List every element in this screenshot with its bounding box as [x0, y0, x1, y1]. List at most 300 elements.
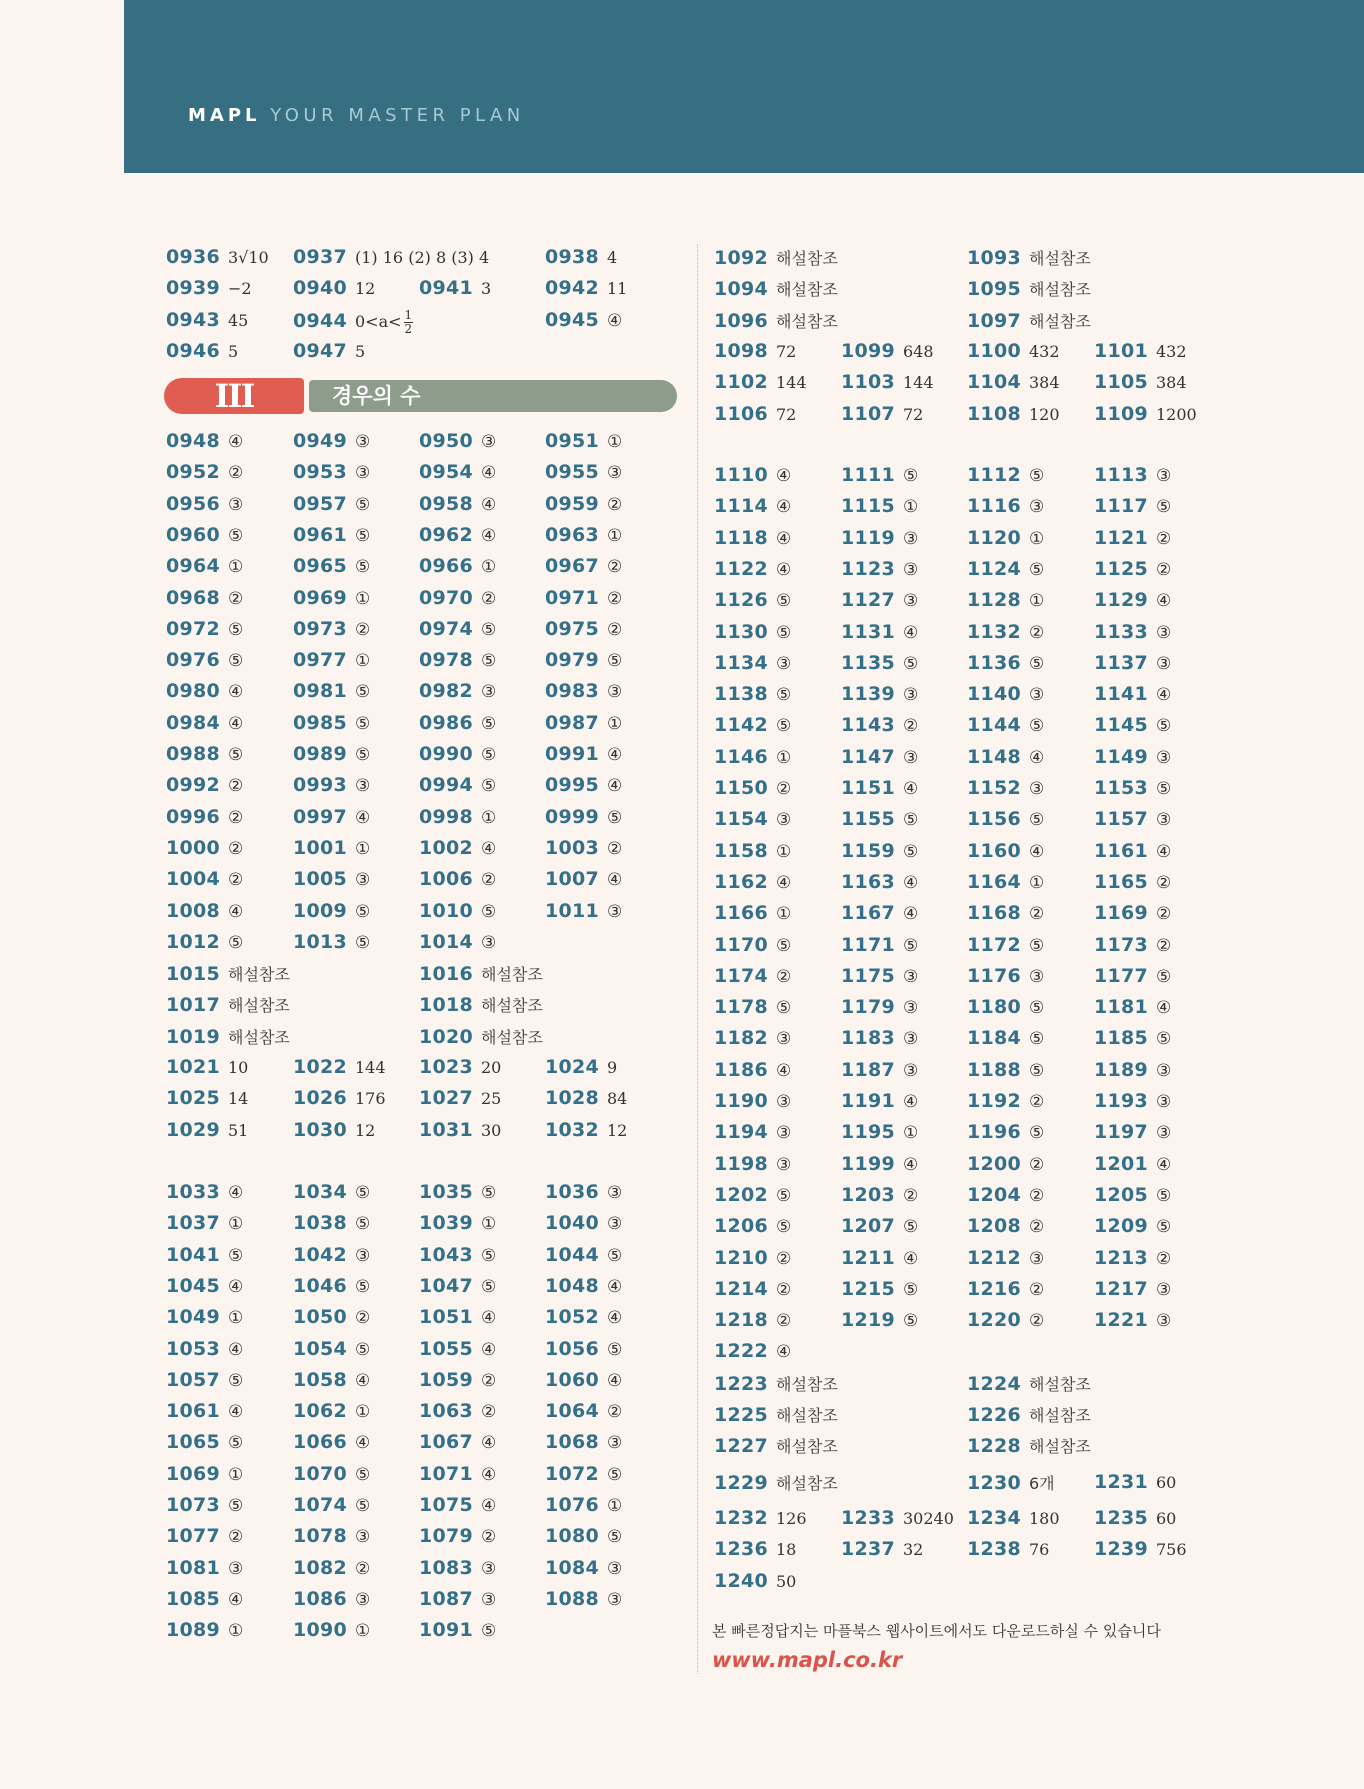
- answer-entry: [714, 1215, 791, 1237]
- problem-number: 1209: [1094, 1215, 1149, 1238]
- answer-value: ①: [776, 904, 792, 925]
- brand-logo: [188, 105, 525, 126]
- website-link[interactable]: www.mapl.co.kr: [712, 1648, 903, 1672]
- answer-entry: [166, 309, 248, 331]
- problem-number: 1178: [714, 996, 769, 1019]
- answer-entry: [967, 1372, 1091, 1395]
- problem-number: 1115: [841, 495, 896, 518]
- answer-value: 51: [228, 1120, 249, 1140]
- problem-number: 1090: [293, 1619, 348, 1642]
- answer-entry: [1094, 1278, 1171, 1300]
- answer-entry: [166, 680, 243, 702]
- answer-entry: [293, 774, 370, 796]
- answer-value: ⑤: [355, 682, 371, 703]
- problem-number: 0946: [166, 339, 221, 362]
- problem-number: 1216: [967, 1277, 1022, 1300]
- problem-number: 1230: [967, 1471, 1022, 1494]
- answer-value: ③: [481, 1558, 497, 1579]
- answer-value: ③: [481, 932, 497, 953]
- answer-value: ③: [903, 998, 919, 1019]
- answer-value: 25: [481, 1089, 502, 1109]
- answer-entry: [545, 430, 622, 452]
- answer-entry: [1094, 1215, 1171, 1237]
- answer-entry: [1094, 1027, 1171, 1049]
- problem-number: 0983: [545, 680, 600, 703]
- answer-value: ④: [228, 901, 244, 922]
- answer-entry: [419, 1181, 496, 1203]
- problem-number: 0980: [166, 680, 221, 703]
- answer-value: 30240: [903, 1508, 954, 1528]
- answer-entry: [545, 1431, 622, 1453]
- answer-value: ⑤: [1156, 779, 1172, 799]
- answer-value: 176: [355, 1089, 386, 1109]
- problem-number: 1213: [1094, 1246, 1149, 1269]
- answer-value: ④: [228, 713, 244, 734]
- answer-entry: [714, 558, 791, 580]
- answer-value: ⑤: [1029, 716, 1045, 737]
- answer-entry: [166, 1525, 243, 1547]
- answer-value: 해설참조: [1029, 1406, 1091, 1425]
- problem-number: 1148: [967, 745, 1022, 768]
- answer-entry: [293, 277, 375, 299]
- answer-value: ②: [481, 1527, 497, 1548]
- answer-entry: [293, 587, 370, 609]
- answer-value: ④: [607, 1308, 623, 1329]
- problem-number: 0941: [419, 277, 474, 300]
- answer-value: ③: [1156, 1060, 1172, 1081]
- answer-value: ⑤: [355, 1183, 371, 1203]
- answer-value: ③: [1156, 466, 1172, 486]
- problem-number: 1003: [545, 836, 600, 859]
- answer-value: ②: [1029, 1185, 1045, 1206]
- problem-number: 0957: [293, 492, 348, 515]
- answer-entry: [841, 871, 918, 893]
- answer-entry: [545, 1119, 627, 1141]
- answer-value: 180: [1029, 1508, 1060, 1528]
- problem-number: 1012: [166, 930, 221, 953]
- answer-entry: [1094, 1309, 1171, 1331]
- problem-number: 1200: [967, 1152, 1022, 1175]
- problem-number: 1191: [841, 1090, 896, 1112]
- answer-value: ②: [607, 557, 623, 578]
- answer-entry: [166, 1431, 243, 1453]
- answer-entry: [967, 1278, 1044, 1300]
- problem-number: 1189: [1094, 1058, 1149, 1081]
- problem-number: 1151: [841, 777, 896, 799]
- answer-value: ③: [903, 591, 919, 612]
- answer-value: ④: [903, 779, 919, 799]
- answer-value: ③: [776, 1154, 792, 1175]
- answer-entry: [293, 1275, 370, 1297]
- problem-number: 1027: [419, 1087, 474, 1110]
- problem-number: 1137: [1094, 651, 1149, 674]
- answer-entry: [419, 806, 496, 828]
- answer-value: ④: [481, 1464, 497, 1485]
- answer-entry: [841, 808, 918, 830]
- answer-entry: [419, 962, 543, 985]
- answer-value: 72: [776, 341, 797, 361]
- answer-value: ⑤: [1156, 716, 1172, 737]
- answer-value: ②: [355, 1308, 371, 1329]
- problem-number: 1033: [166, 1181, 221, 1203]
- problem-number: 1240: [714, 1569, 769, 1592]
- answer-entry: [967, 871, 1044, 893]
- answer-value: ②: [228, 870, 244, 891]
- answer-value: ①: [481, 807, 497, 828]
- answer-entry: [714, 1027, 791, 1049]
- answer-value: 32: [903, 1540, 924, 1560]
- answer-entry: [166, 931, 243, 953]
- problem-number: 1007: [545, 868, 600, 891]
- column-divider: [697, 244, 698, 1674]
- problem-number: 1107: [841, 402, 896, 425]
- problem-number: 0966: [419, 555, 474, 578]
- problem-number: 1032: [545, 1118, 600, 1141]
- answer-value: ⑤: [1156, 966, 1172, 987]
- answer-entry: [293, 1119, 375, 1141]
- problem-number: 1231: [1094, 1470, 1149, 1493]
- answer-value: ④: [1029, 841, 1045, 862]
- answer-entry: [1094, 1090, 1171, 1112]
- problem-number: 0970: [419, 586, 474, 609]
- answer-value: ②: [1029, 1217, 1045, 1238]
- answer-value: ②: [1029, 1279, 1045, 1300]
- problem-number: 1150: [714, 777, 769, 799]
- answer-value: ①: [776, 747, 792, 768]
- answer-entry: [1094, 965, 1171, 987]
- answer-value: 72: [776, 404, 797, 424]
- answer-entry: [841, 1278, 918, 1300]
- answer-value: 72: [903, 404, 924, 424]
- problem-number: 1204: [967, 1183, 1022, 1206]
- answer-entry: [293, 743, 370, 765]
- answer-value: ②: [776, 966, 792, 987]
- answer-entry: [1094, 527, 1171, 549]
- answer-entry: [419, 430, 496, 452]
- answer-entry: [714, 1403, 838, 1426]
- problem-number: 1212: [967, 1246, 1022, 1269]
- brand-name: MAPL: [188, 105, 261, 126]
- answer-entry: [1094, 1538, 1187, 1560]
- answer-value: ③: [903, 1060, 919, 1081]
- answer-value: 45: [228, 310, 249, 330]
- answer-value: ①: [607, 525, 623, 546]
- answer-value: ⑤: [481, 745, 497, 765]
- answer-value: ⑤: [1156, 1185, 1172, 1206]
- answer-entry: [967, 1247, 1044, 1269]
- problem-number: 1045: [166, 1274, 221, 1297]
- problem-number: 1126: [714, 589, 769, 612]
- answer-entry: [1094, 1153, 1171, 1175]
- answer-entry: [545, 1056, 617, 1078]
- answer-entry: [967, 1059, 1044, 1081]
- answer-value: ⑤: [776, 685, 792, 706]
- problem-number: 0972: [166, 617, 221, 640]
- problem-number: 1000: [166, 836, 221, 859]
- problem-number: 0973: [293, 617, 348, 640]
- problem-number: 0998: [419, 805, 474, 828]
- answer-entry: [166, 993, 290, 1016]
- answer-value: ②: [776, 1279, 792, 1300]
- problem-number: 0975: [545, 617, 600, 640]
- answer-value: ②: [776, 1311, 792, 1332]
- answer-entry: [166, 1400, 243, 1422]
- problem-number: 1165: [1094, 870, 1149, 893]
- answer-entry: [293, 837, 370, 859]
- answer-value: 144: [355, 1058, 386, 1077]
- answer-value: ⑤: [355, 1276, 371, 1297]
- answer-entry: [1094, 652, 1171, 674]
- problem-number: 1057: [166, 1368, 221, 1391]
- problem-number: 1188: [967, 1058, 1022, 1081]
- answer-value: ⑤: [1029, 935, 1045, 956]
- problem-number: 0959: [545, 492, 600, 515]
- answer-value: 14: [228, 1089, 249, 1109]
- answer-value: ③: [903, 966, 919, 987]
- answer-value: ⑤: [228, 651, 244, 672]
- problem-number: 1238: [967, 1538, 1022, 1561]
- answer-entry: [967, 1507, 1060, 1529]
- problem-number: 1164: [967, 870, 1022, 893]
- problem-number: 0986: [419, 711, 474, 734]
- answer-value: ①: [228, 1621, 244, 1642]
- answer-entry: [545, 1369, 622, 1391]
- problem-number: 1194: [714, 1121, 769, 1144]
- answer-entry: [293, 246, 489, 268]
- answer-value: ⑤: [607, 1527, 623, 1548]
- answer-entry: [967, 902, 1044, 924]
- answer-value: ③: [1156, 1279, 1172, 1300]
- answer-entry: [166, 1087, 248, 1109]
- answer-entry: [419, 649, 496, 671]
- problem-number: 1043: [419, 1243, 474, 1266]
- problem-number: 0997: [293, 805, 348, 828]
- problem-number: 0963: [545, 523, 600, 546]
- problem-number: 1019: [166, 1025, 221, 1048]
- answer-entry: [545, 246, 617, 268]
- answer-value: ②: [481, 1402, 497, 1423]
- problem-number: 1016: [419, 963, 474, 986]
- answer-entry: [166, 1306, 243, 1328]
- problem-number: 0981: [293, 680, 348, 703]
- problem-number: 1205: [1094, 1183, 1149, 1206]
- answer-entry: [545, 309, 622, 331]
- answer-entry: [419, 1119, 501, 1141]
- answer-entry: [293, 931, 370, 953]
- answer-value: ①: [355, 838, 371, 859]
- answer-value: ②: [1156, 528, 1172, 549]
- answer-entry: [166, 900, 243, 922]
- answer-value: ②: [1156, 904, 1172, 925]
- answer-value: ③: [1156, 1123, 1172, 1144]
- problem-number: 1028: [545, 1087, 600, 1110]
- answer-entry: [293, 309, 413, 336]
- problem-number: 1044: [545, 1243, 600, 1266]
- problem-number: 1112: [967, 464, 1022, 486]
- answer-value: ③: [1029, 966, 1045, 987]
- answer-entry: [967, 652, 1044, 674]
- problem-number: 1225: [714, 1404, 769, 1426]
- answer-entry: [293, 1525, 370, 1547]
- answer-entry: [714, 902, 791, 924]
- answer-value: ②: [1156, 935, 1172, 956]
- problem-number: 1029: [166, 1118, 221, 1141]
- problem-number: 1041: [166, 1243, 221, 1266]
- answer-value: ②: [1029, 1092, 1045, 1112]
- problem-number: 0937: [293, 246, 348, 268]
- answer-entry: [419, 1087, 501, 1109]
- answer-value: ⑤: [228, 932, 244, 953]
- answer-value: ⑤: [228, 745, 244, 765]
- problem-number: 1183: [841, 1027, 896, 1050]
- answer-entry: [841, 1059, 918, 1081]
- problem-number: 0979: [545, 649, 600, 672]
- answer-entry: [545, 1306, 622, 1328]
- answer-entry: [1094, 340, 1187, 362]
- problem-number: 1076: [545, 1494, 600, 1516]
- problem-number: 1058: [293, 1368, 348, 1391]
- answer-entry: [714, 403, 796, 425]
- answer-entry: [545, 524, 622, 546]
- answer-value: ④: [776, 1342, 792, 1363]
- answer-entry: [714, 277, 838, 300]
- answer-value: ④: [228, 1183, 244, 1203]
- answer-value: ④: [607, 745, 623, 765]
- answer-entry: [714, 495, 791, 517]
- answer-value: 해설참조: [1029, 280, 1091, 300]
- answer-entry: [545, 743, 622, 765]
- problem-number: 1069: [166, 1462, 221, 1485]
- answer-value: ①: [228, 557, 244, 578]
- answer-entry: [166, 774, 243, 796]
- problem-number: 1110: [714, 464, 769, 486]
- answer-value: ④: [776, 559, 792, 580]
- problem-number: 1095: [967, 278, 1022, 301]
- answer-value: ③: [1029, 779, 1045, 799]
- problem-number: 0950: [419, 430, 474, 452]
- answer-value: ⑤: [607, 807, 623, 828]
- problem-number: 1109: [1094, 402, 1149, 425]
- problem-number: 1013: [293, 930, 348, 953]
- problem-number: 1179: [841, 996, 896, 1019]
- answer-entry: [841, 1215, 918, 1237]
- answer-value: 해설참조: [1029, 1374, 1091, 1394]
- problem-number: 1100: [967, 339, 1022, 362]
- problem-number: 1172: [967, 933, 1022, 956]
- problem-number: 1235: [1094, 1506, 1149, 1529]
- answer-entry: [714, 1059, 791, 1081]
- answer-value: ⑤: [1156, 1217, 1172, 1238]
- problem-number: 1232: [714, 1506, 769, 1529]
- answer-value: ③: [1029, 1248, 1045, 1269]
- answer-entry: [841, 1507, 954, 1529]
- answer-entry: [1094, 996, 1171, 1018]
- answer-entry: [1094, 902, 1171, 924]
- problem-number: 1074: [293, 1494, 348, 1516]
- problem-number: 1131: [841, 620, 896, 643]
- problem-number: 1008: [166, 899, 221, 922]
- answer-entry: [166, 1181, 243, 1203]
- answer-entry: [166, 246, 269, 268]
- answer-value: ②: [1029, 1311, 1045, 1332]
- problem-number: 1157: [1094, 808, 1149, 831]
- answer-entry: [967, 1309, 1044, 1331]
- problem-number: 1138: [714, 683, 769, 706]
- answer-entry: [714, 808, 791, 830]
- answer-entry: [967, 403, 1060, 425]
- answer-value: ④: [481, 494, 497, 515]
- answer-entry: [1094, 840, 1171, 862]
- answer-entry: [967, 1027, 1044, 1049]
- answer-value: ④: [355, 1370, 371, 1391]
- answer-value: 5: [228, 341, 239, 361]
- problem-number: 0942: [545, 277, 600, 300]
- answer-entry: [166, 618, 243, 640]
- answer-value: ⑤: [1156, 497, 1172, 518]
- answer-value: ①: [228, 1464, 244, 1485]
- problem-number: 0991: [545, 743, 600, 765]
- answer-entry: [419, 1463, 496, 1485]
- problem-number: 1156: [967, 808, 1022, 831]
- answer-value: 해설참조: [228, 996, 290, 1016]
- answer-entry: [967, 1184, 1044, 1206]
- problem-number: 1155: [841, 808, 896, 831]
- problem-number: 1075: [419, 1494, 474, 1516]
- answer-entry: [967, 683, 1044, 705]
- answer-entry: [293, 1212, 370, 1234]
- problem-number: 1218: [714, 1309, 769, 1332]
- answer-entry: [714, 1570, 796, 1592]
- problem-number: 1081: [166, 1556, 221, 1579]
- answer-value: ⑤: [776, 716, 792, 737]
- answer-entry: [293, 1056, 386, 1078]
- problem-number: 1070: [293, 1462, 348, 1485]
- answer-entry: [419, 461, 496, 483]
- answer-value: ⑤: [481, 619, 497, 640]
- answer-entry: [166, 1244, 243, 1266]
- answer-value: ③: [776, 653, 792, 674]
- answer-value: ④: [776, 528, 792, 549]
- answer-entry: [841, 683, 918, 705]
- answer-value: ③: [1156, 653, 1172, 674]
- answer-value: 12: [355, 1120, 376, 1140]
- answer-value: ③: [228, 494, 244, 515]
- answer-entry: [967, 1153, 1044, 1175]
- problem-number: 1123: [841, 557, 896, 580]
- answer-value: ④: [1156, 1154, 1172, 1175]
- answer-entry: [841, 1184, 918, 1206]
- answer-entry: [967, 965, 1044, 987]
- problem-number: 1047: [419, 1274, 474, 1297]
- answer-value: ②: [776, 779, 792, 799]
- answer-entry: [714, 1247, 791, 1269]
- problem-number: 1125: [1094, 557, 1149, 580]
- answer-entry: [714, 1121, 791, 1143]
- answer-value: ①: [355, 1621, 371, 1642]
- answer-value: ⑤: [607, 1245, 623, 1266]
- problem-number: 1143: [841, 714, 896, 737]
- problem-number: 1142: [714, 714, 769, 737]
- answer-entry: [967, 1538, 1049, 1560]
- answer-entry: [293, 493, 370, 515]
- problem-number: 1202: [714, 1183, 769, 1206]
- problem-number: 1082: [293, 1556, 348, 1579]
- problem-number: 1174: [714, 964, 769, 987]
- answer-entry: [841, 589, 918, 611]
- problem-number: 1104: [967, 371, 1022, 394]
- answer-value: ④: [903, 1248, 919, 1269]
- answer-value: 해설참조: [776, 1473, 838, 1493]
